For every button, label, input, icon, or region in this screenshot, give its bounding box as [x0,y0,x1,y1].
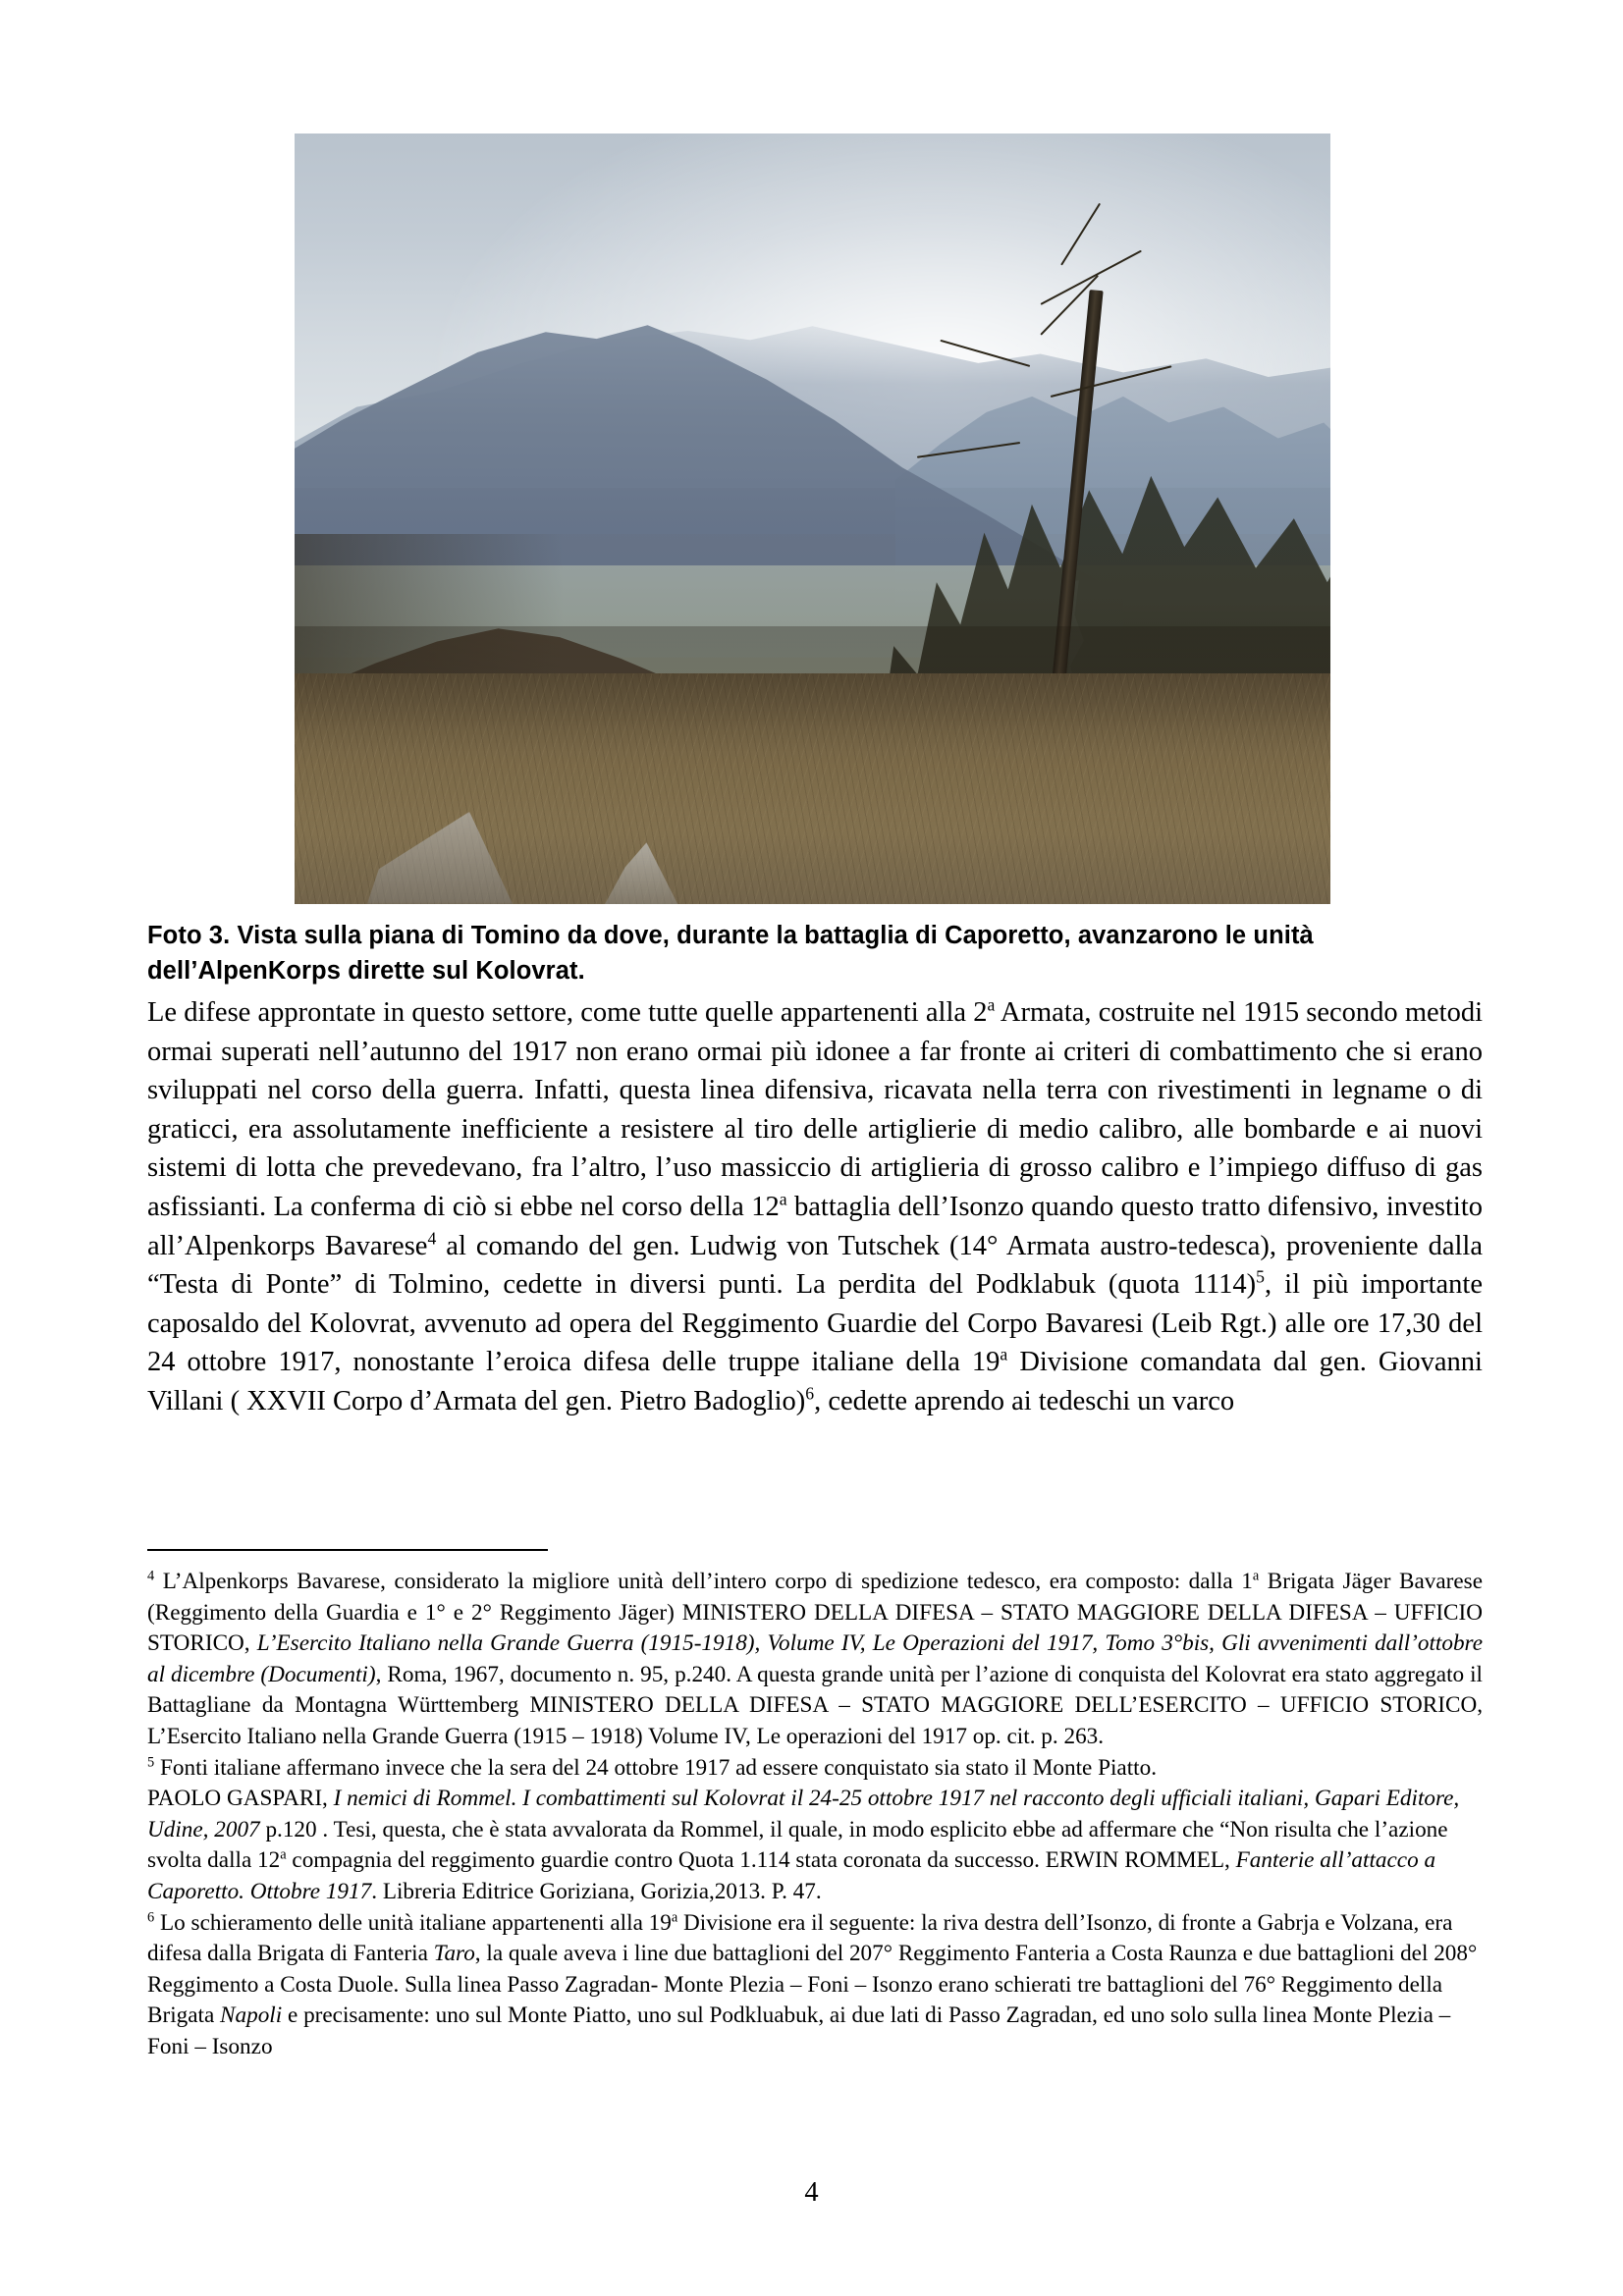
body-seg: Divisione comandata dal gen. Giovanni Villani ( XXVII Corpo d’Armata del gen. Pietro Badoglio) [147,1347,1483,1416]
footnote-seg: L’Alpenkorps Bavarese, considerato la migliore unità dell’intero corpo di spedizione tedesco, era composto: dalla 1 [154,1569,1253,1594]
footnote-seg: PAOLO GASPARI, [147,1786,334,1812]
footnote-seg: Lo schieramento delle unità italiane appartenenti alla 19 [154,1909,672,1936]
body-seg: Le difese approntate in questo settore, come tutte quelle appartenenti alla 2 [147,997,988,1028]
footnote-number-4: 4 [147,1568,155,1584]
ordinal-superscript: a [779,1189,787,1209]
footnote-separator-rule [147,1549,548,1551]
body-seg: , cedette aprendo ai tedeschi un varco [814,1385,1235,1416]
footnote-title-italic: Napoli [220,2002,283,2029]
ordinal-superscript: a [671,1908,678,1925]
footnote-4 [147,1567,1483,1753]
footnote-seg: Fonti italiane affermano invece che la sera del 24 ottobre 1917 ad essere conquistato sia stato il Monte Piatto. [154,1754,1158,1781]
body-seg: battaglia dell’Isonzo quando questo tratto difensivo, investito all’Alpenkorps Bavarese [147,1191,1484,1261]
footnote-6 [147,1908,1483,2063]
footnote-seg: , la quale aveva i line due battaglioni del 207° Reggimento Fanteria a Costa Raunza e due battaglioni del 208° Reggimento a Costa Duole. Sulla linea Passo Zagradan- Monte Plezia – Foni – Isonzo erano schierati tre battaglioni del 76° Reggimento della Brigata [147,1941,1478,2029]
caption-line-2: unità dell’AlpenKorps dirette sul Kolovrat. [147,922,1314,985]
footnote-5 [147,1753,1483,1908]
body-paragraph [147,993,1483,1421]
ordinal-superscript: a [280,1846,287,1863]
footnotes-block [147,1567,1483,2063]
footnote-title-italic: Fanterie all’attacco a Caporetto. Ottobre 1917 [147,1847,1436,1904]
footnote-title-italic: Taro [433,1941,475,1967]
footnote-ref-5[interactable]: 5 [1256,1266,1265,1287]
body-seg: Armata, costruite nel 1915 secondo metodi ormai superati nell’autunno del 1917 non erano ormai più idonee a far fronte ai criteri di combattimento che si erano sviluppati nel corso della guerra. Infatti, questa linea difensiva, ricavata nella terra con rivestimenti in legname o di graticci, era assolutamente inefficiente a resistere al tiro delle artiglierie di medio calibro, alle bombarde e ai nuovi sistemi di lotta che prevedevano, fra l’altro, l’uso massiccio di artiglieria di grosso calibro e l’impiego diffuso di gas asfissianti. La conferma di ciò si ebbe nel corso della 12 [147,997,1484,1222]
photo-image [295,133,1330,904]
footnote-number-6: 6 [147,1908,155,1925]
photo-shadow-overlay [295,626,1330,904]
footnote-seg: , Roma, 1967, documento n. 95, p.240. A questa grande unità per l’azione di conquista del Kolovrat era stato aggregato il Battagliane da Montagna Württemberg MINISTERO DELLA DIFESA – STATO MAGGIORE DELL’ESERCITO – UFFICIO STORICO, L’Esercito Italiano nella Grande Guerra (1915 – 1918) Volume IV, Le operazioni del 1917 op. cit. p. 263. [147,1661,1483,1749]
figure-caption [147,918,1481,988]
ordinal-superscript: a [987,994,996,1015]
caption-line-1: Foto 3. Vista sulla piana di Tomino da dove, durante la battaglia di Caporetto, avanzarono le [147,922,1247,949]
footnote-seg: Divisione era il seguente: la riva destra dell’Isonzo, di fronte a Gabrja e Volzana, era difesa dalla Brigata di Fanteria [147,1909,1453,1967]
footnote-seg: compagnia del reggimento guardie contro Quota 1.114 stata coronata da successo. ERWIN ROMMEL, [286,1847,1236,1874]
footnote-number-5: 5 [147,1753,155,1770]
ordinal-superscript: a [1000,1344,1008,1364]
footnote-seg: Brigata Jäger Bavarese (Reggimento della Guardia e 1° e 2° Reggimento Jäger) MINISTERO DELLA DIFESA – STATO MAGGIORE DELLA DIFESA – UFFICIO STORICO, [147,1569,1483,1657]
footnote-seg: . Libreria Editrice Goriziana, Gorizia,2013. P. 47. [371,1878,822,1904]
footnote-seg: e precisamente: uno sul Monte Piatto, uno sul Podkluabuk, ai due lati di Passo Zagradan, ed uno solo sulla linea Monte Plezia – Foni – Isonzo [147,2002,1451,2059]
body-text-block [147,993,1483,1421]
footnote-ref-4[interactable]: 4 [427,1228,437,1249]
footnote-ref-6[interactable]: 6 [805,1383,815,1404]
page-number: 4 [804,2177,819,2208]
footnote-seg: p.120 . Tesi, questa, che è stata avvalorata da Rommel, il quale, in modo esplicito ebbe ad affermare che “Non risulta che l’azione svolta dalla 12 [147,1816,1448,1874]
photo-figure [295,133,1330,904]
footnote-title-italic: I nemici di Rommel. I combattimenti sul Kolovrat il 24-25 ottobre 1917 nel racconto degli ufficiali italiani, Gapari Editore, Udine, 2007 [147,1786,1460,1842]
body-seg: , il più importante caposaldo del Kolovrat, avvenuto ad opera del Reggimento Guardie del Corpo Bavaresi (Leib Rgt.) alle ore 17,30 del 24 ottobre 1917, nonostante l’eroica difesa delle truppe italiane della 19 [147,1269,1483,1378]
ordinal-superscript: a [1252,1568,1260,1584]
body-seg: al comando del gen. Ludwig von Tutschek (14° Armata austro-tedesca), proveniente dalla “Testa di Ponte” di Tolmino, cedette in diversi punti. La perdita del Podklabuk (quota 1114) [147,1230,1483,1301]
footnote-title-italic: L’Esercito Italiano nella Grande Guerra (1915-1918), Volume IV, Le Operazioni del 1917, Tomo 3°bis, Gli avvenimenti dall’ottobre al dicembre (Documenti) [147,1630,1483,1687]
